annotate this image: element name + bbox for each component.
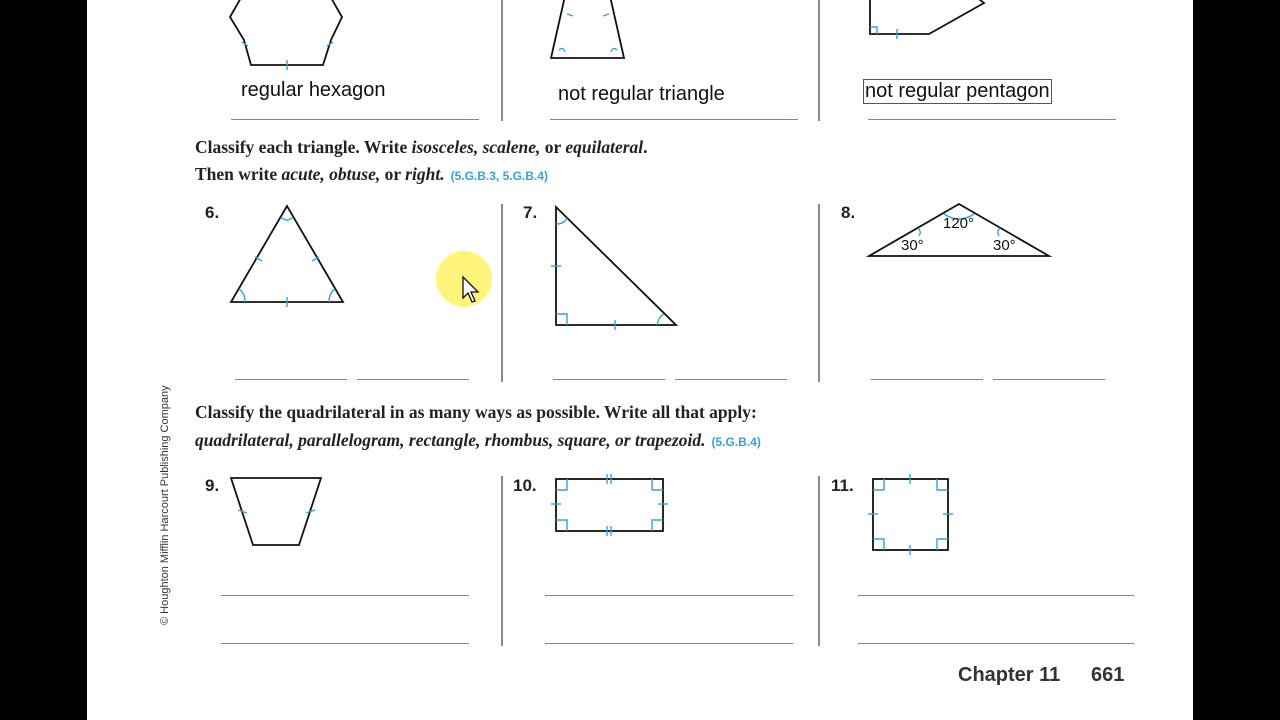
hexagon-figure [227, 0, 347, 70]
answer-line[interactable] [675, 379, 787, 380]
answer-line[interactable] [553, 379, 665, 380]
column-divider [501, 476, 503, 646]
equilateral-triangle-figure [227, 203, 347, 303]
angle-label-120: 120° [943, 215, 975, 232]
triangle-instruction-line1: Classify each triangle. Write isosceles, scalene, or equilateral. [195, 137, 648, 157]
answer-line[interactable] [858, 595, 1134, 596]
answer-regular-hexagon[interactable]: regular hexagon [241, 79, 386, 101]
answer-line [868, 119, 1116, 120]
answer-line[interactable] [993, 379, 1105, 380]
column-divider [501, 0, 503, 121]
answer-line[interactable] [858, 643, 1134, 644]
problem-number-7: 7. [523, 203, 538, 222]
obtuse-triangle-figure [868, 202, 1053, 262]
answer-line[interactable] [221, 595, 469, 596]
answer-line[interactable] [235, 379, 347, 380]
answer-line[interactable] [357, 379, 469, 380]
answer-line[interactable] [221, 643, 469, 644]
answer-line[interactable] [545, 643, 793, 644]
quadrilateral-standards: (5.G.B.4) [711, 435, 761, 449]
problem-number-9: 9. [205, 476, 220, 495]
problem-number-10: 10. [513, 476, 537, 495]
rectangle-figure [555, 476, 667, 536]
right-triangle-figure [555, 204, 685, 329]
angle-label-30-left: 30° [901, 237, 924, 254]
answer-line [550, 119, 798, 120]
answer-line [231, 119, 479, 120]
column-divider [818, 0, 820, 121]
answer-not-regular-triangle[interactable]: not regular triangle [558, 83, 725, 105]
page-number: 661 [1091, 664, 1125, 686]
copyright-notice: © Houghton Mifflin Harcourt Publishing Company [159, 385, 171, 625]
pentagon-figure [867, 0, 997, 50]
quadrilateral-instruction-line2: quadrilateral, parallelogram, rectangle, rhombus, square, or trapezoid. (5.G.B.4) [195, 430, 761, 450]
worksheet-page [87, 0, 1193, 720]
angle-label-30-right: 30° [993, 237, 1016, 254]
square-figure [872, 476, 954, 554]
problem-number-6: 6. [205, 203, 220, 222]
answer-line[interactable] [545, 595, 793, 596]
quadrilateral-instruction-line1: Classify the quadrilateral in as many ways as possible. Write all that apply: [195, 402, 757, 422]
triangle-instruction-line2: Then write acute, obtuse, or right. (5.G.B.3, 5.G.B.4) [195, 164, 548, 184]
trapezoid-figure [229, 476, 324, 548]
answer-not-regular-pentagon[interactable]: not regular pentagon [865, 80, 1050, 102]
problem-number-11: 11. [831, 476, 854, 495]
answer-line[interactable] [871, 379, 983, 380]
column-divider [501, 204, 503, 382]
column-divider [818, 204, 820, 382]
triangle-standards: (5.G.B.3, 5.G.B.4) [450, 169, 548, 183]
chapter-label: Chapter 11 [958, 664, 1061, 686]
triangle-figure-top [547, 0, 637, 70]
mouse-cursor-icon [462, 276, 482, 304]
problem-number-8: 8. [841, 203, 856, 222]
column-divider [818, 476, 820, 646]
